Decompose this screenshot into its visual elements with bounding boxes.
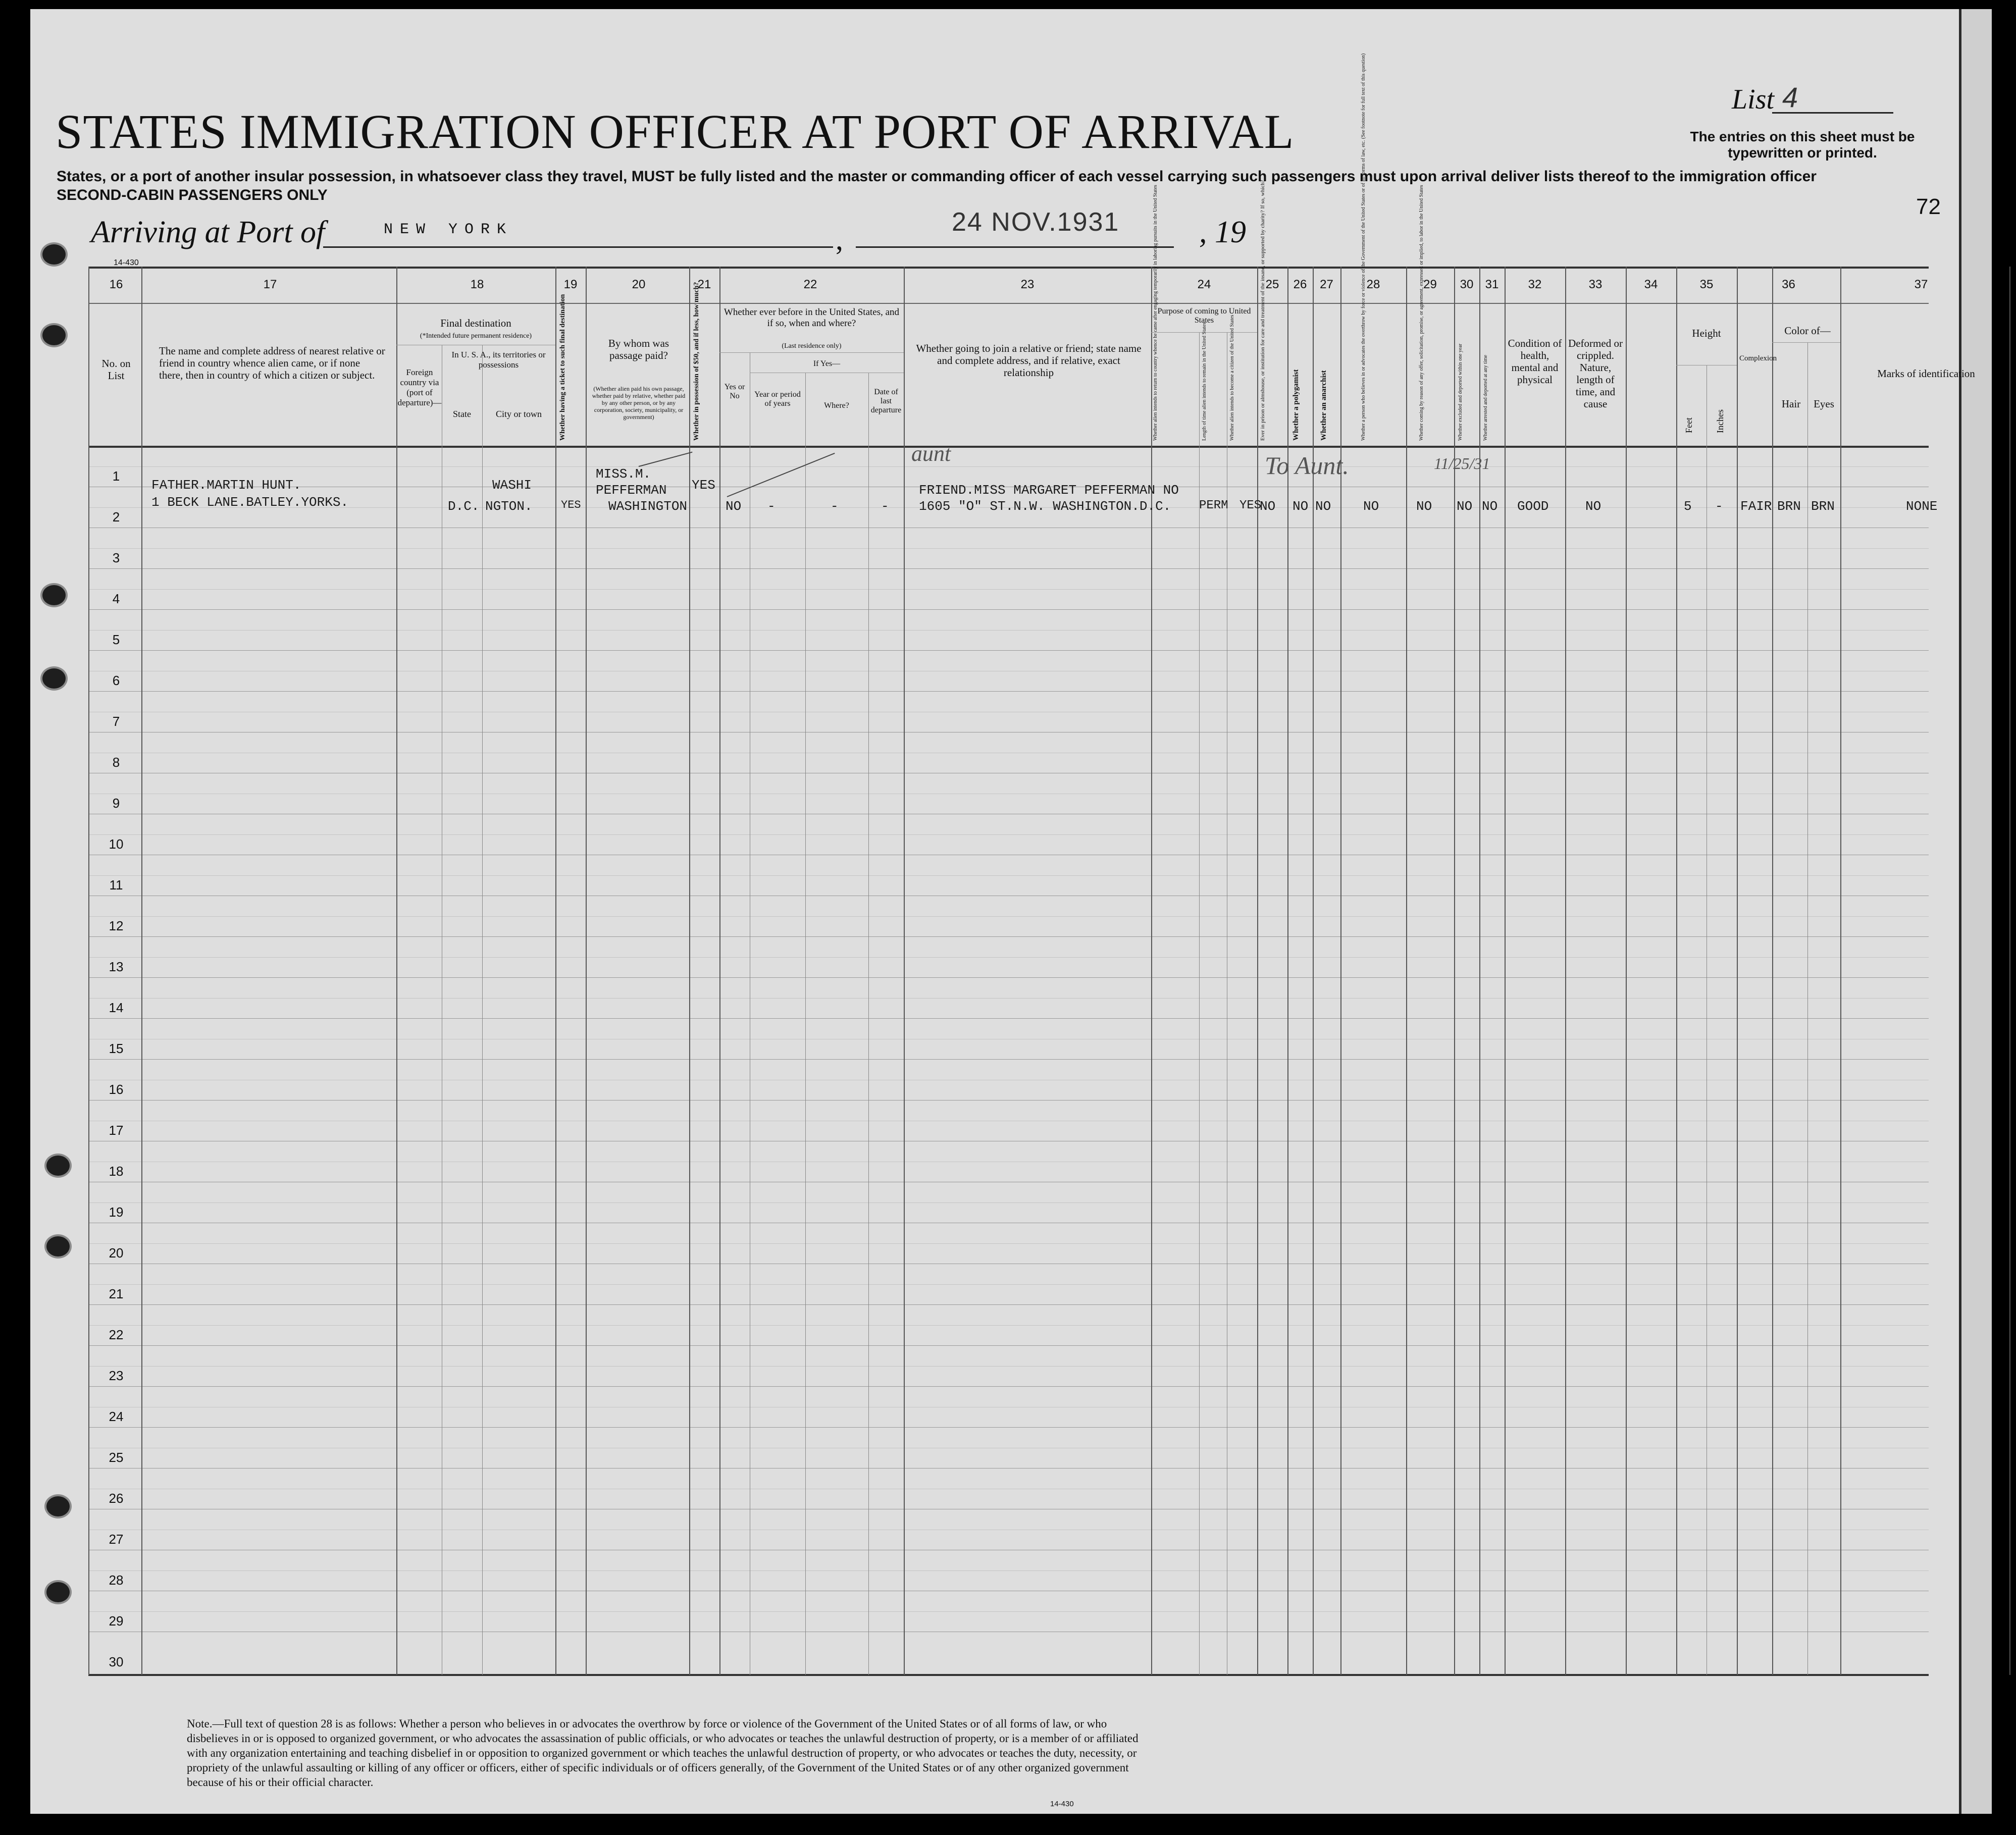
header-color-of: Color of— (1784, 325, 1831, 337)
anarchist-value: NO (1315, 499, 1331, 514)
col-divider (1406, 267, 1407, 1675)
col-number: 19 (563, 278, 578, 291)
col-divider (1199, 332, 1200, 1675)
length-of-stay-value: PERM (1199, 499, 1228, 512)
col-divider (1807, 342, 1808, 1675)
passenger-class: SECOND-CABIN PASSENGERS ONLY (57, 187, 328, 203)
col-number: 32 (1528, 278, 1542, 291)
header-purpose: Purpose of coming to United States (1157, 307, 1251, 325)
eyes-value: BRN (1811, 499, 1835, 514)
footnote: Note.—Full text of question 28 is as follows: Whether a person who believes in or advocates the overthrow by force or violence of the Government of the United States or of all forms of law, or who disbelieves in or is opposed to organized government, or who advocates the assassination of public officials, or who advocates or teaches the unlawful destruction of property, or is a member of or affiliated with any organization entertaining and teaching disbelief in or opposition to organized government or which teaches the unlawful destruction of property, or who advocates or teaches the duty, necessity, or propriety of the unlawful assaulting or killing of any officer or officers, either of specific individuals or of officers generally, of the Government of the United States or of any other organized government because of his or their official character. (187, 1717, 1139, 1789)
port-value: NEW YORK (384, 221, 513, 238)
handwritten-to-aunt: To Aunt. (1265, 451, 1349, 480)
col-divider (2009, 267, 2010, 1675)
col-divider (1840, 267, 1841, 1675)
col-divider (586, 267, 587, 1675)
handwritten-aunt: aunt (911, 441, 951, 466)
header-joining: Whether going to join a relative or friend; state name and complete address, and if relative, exact relationship (916, 342, 1142, 379)
header-health: Condition of health, mental and physical (1508, 337, 1562, 386)
binder-hole (44, 1580, 72, 1604)
header-height: Height (1692, 327, 1721, 339)
row-number: 20 (109, 1245, 124, 1261)
sub-rule (719, 352, 904, 353)
row-number: 9 (112, 796, 120, 811)
col-number: 21 (697, 278, 711, 291)
row-subrule (88, 1570, 1929, 1571)
col-divider (805, 373, 806, 1675)
header-date-last-departure: Date of last departure (870, 388, 902, 414)
binder-hole (40, 666, 68, 691)
header-if-yes: If Yes— (813, 359, 841, 368)
row-subrule (88, 630, 1929, 631)
col-number: 34 (1644, 278, 1658, 291)
col-number: 17 (263, 278, 277, 291)
header-possession-50: Whether in possession of $50, and if less, how much? (693, 282, 700, 441)
typewritten-note: The entries on this sheet must be typewritten or printed. (1690, 129, 1915, 161)
row-rule (88, 1468, 1929, 1469)
inches-value: - (1715, 499, 1723, 514)
header-relative-address: The name and complete address of nearest relative or friend in country whence alien came, or if none there, then in country of which a citizen or subject. (159, 345, 385, 381)
deformed-value: NO (1585, 499, 1601, 514)
col-divider (1505, 267, 1506, 1675)
row-number: 25 (109, 1450, 124, 1465)
footnote-form-number: 14-430 (1050, 1800, 1074, 1808)
header-purpose-return: Whether alien intends to return to country whence he came after engaging temporarily in laboring pursuits in the United States (1153, 185, 1158, 441)
date-last-departure-value: - (881, 499, 889, 514)
col-number: 23 (1020, 278, 1035, 291)
col-number: 29 (1423, 278, 1437, 291)
header-ticket: Whether having a ticket to such final destination (559, 294, 566, 441)
row-rule (88, 1345, 1929, 1346)
list-underline (1772, 112, 1893, 114)
row-number: 15 (109, 1041, 124, 1056)
header-passage-paid: By whom was passage paid? (608, 337, 669, 361)
row-number: 11 (109, 877, 123, 893)
row-subrule (88, 834, 1929, 835)
row-number: 12 (109, 918, 124, 933)
year-label: , 19 (1199, 215, 1246, 249)
col-divider (689, 267, 690, 1675)
header-prison: Ever in prison or almshouse, or institution for care and treatment of the insane, or supported by charity? If so, which? (1260, 180, 1266, 441)
header-bottom-rule (88, 446, 1929, 448)
row-number: 1 (112, 468, 120, 484)
header-in-usa: In U. S. A., its territories or possessions (451, 350, 546, 370)
arrested-value: NO (1482, 499, 1498, 514)
row-subrule (88, 875, 1929, 876)
become-citizen-value: YES (1239, 499, 1262, 512)
header-ever-before-note: (Last residence only) (782, 342, 842, 350)
col-number: 24 (1197, 278, 1211, 291)
row-subrule (88, 1611, 1929, 1612)
col-divider (1626, 267, 1627, 1675)
header-where: Where? (824, 401, 849, 410)
row-subrule (88, 916, 1929, 917)
header-purpose-citizen: Whether alien intends to become a citizen of the United States (1229, 314, 1235, 441)
arriving-label: Arriving at Port of (91, 215, 325, 249)
list-number: 4 (1782, 81, 1798, 113)
row-number: 17 (109, 1123, 124, 1138)
row-rule (88, 609, 1929, 610)
row-subrule (88, 1366, 1929, 1367)
row-number: 30 (109, 1654, 124, 1669)
health-value: GOOD (1517, 499, 1549, 514)
ever-before-value: NO (726, 499, 742, 514)
header-ever-before: Whether ever before in the United States, and if so, when and where? (723, 307, 900, 329)
header-no-on-list: No. on List (101, 357, 131, 382)
col-divider (1151, 267, 1152, 1675)
row-rule (88, 1018, 1929, 1019)
handwritten-date: 11/25/31 (1434, 454, 1490, 473)
row-subrule (88, 1202, 1929, 1203)
city-value-line1: WASHI (492, 478, 532, 493)
row-number: 27 (109, 1532, 124, 1547)
column-number-rule (88, 303, 1929, 304)
binder-hole (40, 323, 68, 347)
col-divider (719, 267, 720, 1675)
row-number: 13 (109, 959, 124, 974)
overthrow-value: NO (1363, 499, 1379, 514)
row-rule (88, 1386, 1929, 1387)
hair-value: BRN (1777, 499, 1801, 514)
table-bottom-rule (88, 1674, 1929, 1676)
row-number: 10 (109, 836, 124, 852)
binder-hole (40, 242, 68, 267)
possession-50-value: YES (692, 478, 715, 493)
header-feet: Feet (1684, 417, 1694, 433)
row-number: 19 (109, 1204, 124, 1220)
col-number: 35 (1699, 278, 1714, 291)
header-deformed: Deformed or crippled. Nature, length of time, and cause (1568, 337, 1623, 410)
col-divider (1479, 267, 1480, 1675)
header-eyes: Eyes (1814, 398, 1834, 410)
row-number: 3 (112, 550, 120, 565)
complexion-value: FAIR (1740, 499, 1772, 514)
page-number: 72 (1916, 194, 1941, 219)
col-number: 26 (1293, 278, 1307, 291)
where-value: - (831, 499, 839, 514)
row-number: 4 (112, 591, 120, 606)
row-number: 28 (109, 1572, 124, 1588)
date-underline (856, 246, 1174, 248)
col-divider (1565, 267, 1566, 1675)
relative-address-line1: FATHER.MARTIN HUNT. (151, 478, 301, 493)
row-number: 8 (112, 755, 120, 770)
row-number: 26 (109, 1491, 124, 1506)
col-divider (482, 345, 483, 1675)
contract-labor-value: NO (1416, 499, 1432, 514)
col-number: 27 (1320, 278, 1333, 291)
row-number: 18 (109, 1164, 124, 1179)
paid-by-line3: WASHINGTON (608, 499, 688, 514)
row-subrule (88, 589, 1929, 590)
row-rule (88, 691, 1929, 692)
row-subrule (88, 1284, 1929, 1285)
header-year-period: Year or period of years (754, 390, 801, 408)
row-number: 21 (109, 1286, 124, 1301)
col-divider (141, 267, 142, 1675)
col-number: 37 (1914, 278, 1928, 291)
row-rule (88, 977, 1929, 978)
col-number: 20 (632, 278, 646, 291)
year-period-value: - (767, 499, 776, 514)
col-divider (1454, 267, 1455, 1675)
state-value: D.C. (448, 499, 480, 514)
col-number: 36 (1782, 278, 1795, 291)
header-hair: Hair (1781, 398, 1801, 410)
col-divider (88, 267, 89, 1675)
header-final-destination: Final destination (440, 317, 511, 329)
pen-stroke (639, 452, 693, 467)
joining-line2: 1605 "O" ST.N.W. WASHINGTON.D.C. (919, 499, 1171, 514)
joining-line1: FRIEND.MISS MARGARET PEFFERMAN NO (919, 483, 1179, 498)
row-number: 14 (109, 1000, 124, 1015)
arrival-date-stamp: 24 NOV.1931 (952, 207, 1120, 237)
header-anarchist: Whether an anarchist (1320, 370, 1328, 441)
col-divider (1737, 267, 1738, 1675)
sub-rule (1772, 342, 1840, 343)
row-rule (88, 1304, 1929, 1305)
binder-hole (44, 1494, 72, 1518)
row-subrule (88, 998, 1929, 999)
header-inches: Inches (1715, 409, 1725, 433)
col-divider (1257, 267, 1258, 1675)
row-number: 2 (112, 509, 120, 525)
marks-value: NONE (1906, 499, 1938, 514)
header-polygamist: Whether a polygamist (1292, 369, 1300, 441)
page-edge (1961, 9, 1992, 1814)
header-final-destination-note: (*Intended future permanent residence) (420, 332, 532, 340)
col-divider (1676, 267, 1677, 1675)
row-rule (88, 568, 1929, 569)
header-passage-note: (Whether alien paid his own passage, whether paid by relative, whether paid by any other person, or by any corporation, society, municipality, or government) (592, 385, 686, 421)
feet-value: 5 (1684, 499, 1692, 514)
row-number: 16 (109, 1082, 124, 1097)
row-rule (88, 936, 1929, 937)
page-subtitle: States, or a port of another insular possession, in whatsoever class they travel, MUST be fully listed and the master or commanding officer of each vessel carrying such passengers must upon arrival deliver lists thereof to the immigration officer (57, 168, 1817, 185)
header-foreign-country: Foreign country via (port of departure)— (397, 368, 442, 407)
row-number: 7 (112, 714, 120, 729)
header-city: City or town (495, 409, 542, 419)
binder-hole (44, 1234, 72, 1259)
header-contract-labor: Whether coming by reason of any offer, solicitation, promise, or agreement, expressed or implied, to labor in the United States (1419, 185, 1424, 441)
paid-by-line2: PEFFERMAN (596, 483, 667, 498)
row-rule (88, 1059, 1929, 1060)
row-subrule (88, 466, 1929, 467)
binder-hole (44, 1154, 72, 1178)
row-subrule (88, 548, 1929, 549)
relative-address-line2: 1 BECK LANE.BATLEY.YORKS. (151, 495, 349, 510)
row-number: 6 (112, 673, 120, 688)
col-number: 28 (1366, 278, 1380, 291)
row-subrule (88, 957, 1929, 958)
row-rule (88, 650, 1929, 651)
list-label: List (1732, 84, 1775, 115)
col-number: 30 (1460, 278, 1474, 291)
col-number: 18 (470, 278, 484, 291)
col-number: 22 (803, 278, 817, 291)
header-overthrow (1361, 304, 1366, 441)
binder-hole (40, 583, 68, 607)
row-number: 22 (109, 1327, 124, 1342)
table-top-rule (88, 267, 1929, 269)
polygamist-value: NO (1293, 499, 1309, 514)
header-marks: Marks of identification (1877, 368, 1975, 380)
paid-by-line1: MISS.M. (596, 466, 651, 482)
header-complexion: Complexion (1739, 354, 1777, 362)
col-number: 25 (1265, 278, 1279, 291)
row-subrule (88, 1325, 1929, 1326)
pen-stroke (727, 453, 835, 497)
col-number: 16 (109, 278, 123, 291)
row-subrule (88, 1243, 1929, 1244)
row-rule (88, 1427, 1929, 1428)
col-number: 33 (1588, 278, 1603, 291)
separator: , (836, 223, 843, 256)
row-number: 5 (112, 632, 120, 647)
prison-value: NO (1260, 499, 1276, 514)
header-yes-or-no: Yes or No (724, 383, 745, 400)
row-number: 23 (109, 1368, 124, 1383)
excluded-value: NO (1457, 499, 1473, 514)
row-number: 24 (109, 1409, 124, 1424)
col-number: 31 (1485, 278, 1499, 291)
port-underline (323, 246, 833, 248)
col-divider (555, 267, 556, 1675)
page-title: STATES IMMIGRATION OFFICER AT PORT OF ARRIVAL (56, 104, 1295, 159)
col-divider (1772, 267, 1773, 1675)
header-excluded: Whether excluded and deported within one year (1458, 343, 1463, 441)
col-divider (868, 373, 869, 1675)
header-purpose-length: Length of time alien intends to remain in the United States (1202, 322, 1207, 441)
row-number: 29 (109, 1613, 124, 1629)
header-arrested: Whether arrested and deported at any time (1483, 355, 1488, 441)
city-value-line2: NGTON. (485, 499, 533, 514)
col-divider (904, 267, 905, 1675)
form-number: 14-430 (114, 258, 139, 267)
col-divider (396, 267, 397, 1675)
header-state: State (453, 409, 471, 419)
ticket-value: YES (561, 499, 581, 511)
